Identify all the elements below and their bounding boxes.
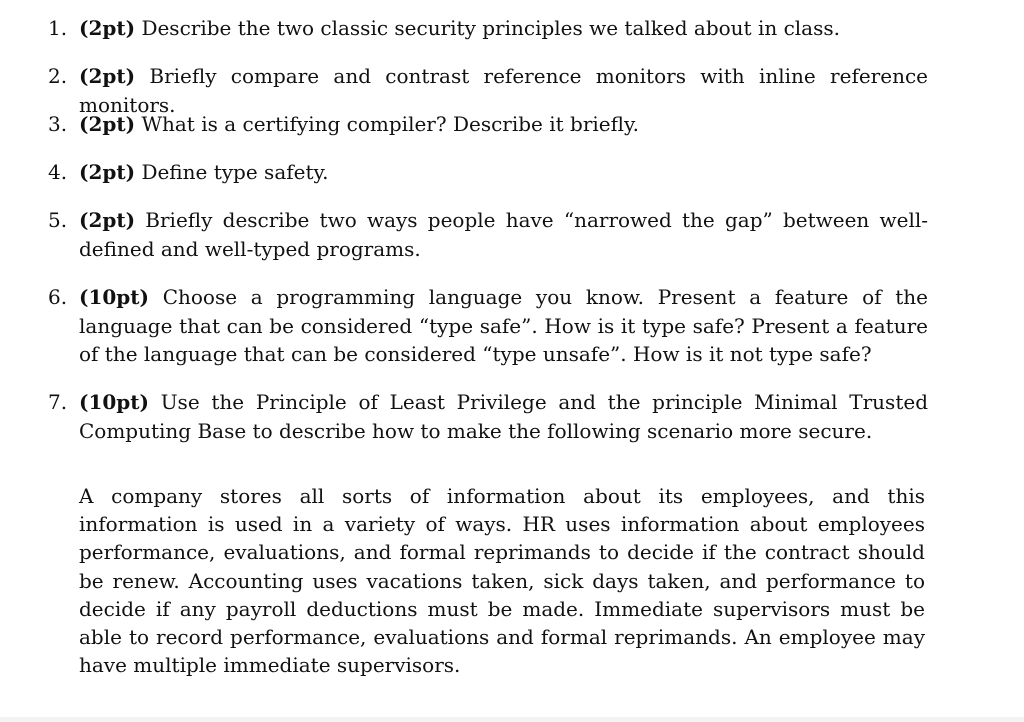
question-7 [48,388,928,445]
question-body [79,14,928,43]
question-number: 3. [48,112,68,136]
question-body [79,283,928,369]
question-1 [48,14,928,43]
question-6 [48,283,928,369]
page-bottom-edge [0,717,1024,722]
question-points: (2pt) [79,208,136,232]
question-points: (2pt) [79,160,136,184]
question-number: 7. [48,390,68,414]
question-text: Define type safety. [141,160,329,184]
question-4 [48,158,928,187]
question-number: 1. [48,16,68,40]
question-number: 5. [48,208,68,232]
question-text: Describe the two classic security principles we talked about in class. [141,16,840,40]
question-number: 6. [48,285,68,309]
question-number: 2. [48,64,68,88]
question-body [79,388,928,445]
question-text: Briefly compare and contrast reference monitors with inline reference monitors. [79,64,928,117]
question-text: What is a certifying compiler? Describe it briefly. [141,112,639,136]
question-points: (10pt) [79,285,149,309]
question-5 [48,206,928,263]
question-3 [48,110,928,139]
question-body [79,110,928,139]
question-points: (2pt) [79,112,136,136]
question-text: Briefly describe two ways people have “narrowed the gap” between well-defined and well-typed programs. [79,208,929,261]
question-points: (2pt) [79,16,136,40]
question-body [79,206,928,263]
question-points: (2pt) [79,64,136,88]
question-number: 4. [48,160,68,184]
question-text: Choose a programming language you know. Present a feature of the language that can be considered “type safe”. How is it type safe? Present a feature of the language that can be considered “type unsafe”. How is it not type safe? [79,285,928,366]
question-body [79,158,928,187]
question-text: Use the Principle of Least Privilege and the principle Minimal Trusted Computing Base to describe how to make the following scenario more secure. [79,390,928,443]
question-points: (10pt) [79,390,149,414]
scenario-paragraph: A company stores all sorts of information about its employees, and this information is used in a variety of ways. HR uses information about employees performance, evaluations, and formal reprimands to decide if the contract should be renew. Accounting uses vacations taken, sick days taken, and performance to decide if any payroll deductions must be made. Immediate supervisors must be able to record performance, evaluations and formal reprimands. An employee may have multiple immediate supervisors. [79,484,925,678]
